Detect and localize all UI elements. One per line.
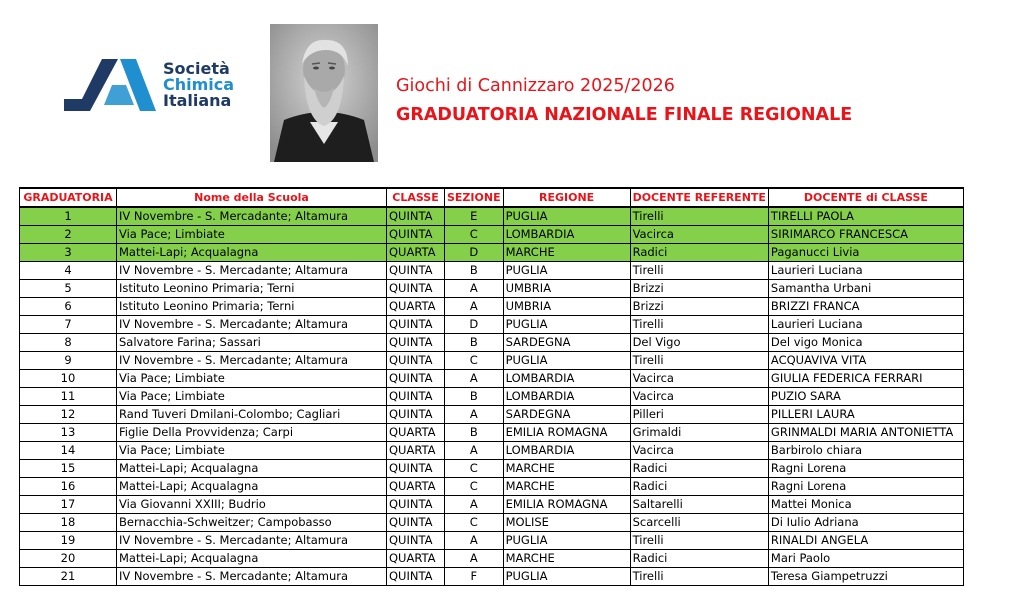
cell-rank: 4	[20, 262, 117, 280]
cell-region: MARCHE	[503, 244, 630, 262]
cell-ref-teacher: Tirelli	[630, 262, 768, 280]
cell-rank: 7	[20, 316, 117, 334]
cell-section: A	[445, 550, 504, 568]
table-row	[20, 550, 964, 568]
cell-class-teacher: Ragni Lorena	[768, 460, 963, 478]
cell-rank: 12	[20, 406, 117, 424]
cell-rank: 17	[20, 496, 117, 514]
table-row	[20, 334, 964, 352]
cell-class: QUARTA	[387, 298, 445, 316]
cell-ref-teacher: Scarcelli	[630, 514, 768, 532]
cell-region: SARDEGNA	[503, 406, 630, 424]
cell-rank: 2	[20, 226, 117, 244]
cell-class-teacher: Mattei Monica	[768, 496, 963, 514]
cell-class: QUINTA	[387, 316, 445, 334]
cell-school: Bernacchia-Schweitzer; Campobasso	[117, 514, 387, 532]
cell-school: Via Pace; Limbiate	[117, 442, 387, 460]
cell-class-teacher: Teresa Giampetruzzi	[768, 568, 963, 586]
table-header-row	[20, 188, 964, 207]
cell-class: QUINTA	[387, 262, 445, 280]
cell-class-teacher: Laurieri Luciana	[768, 262, 963, 280]
cell-class-teacher: BRIZZI FRANCA	[768, 298, 963, 316]
cell-region: MARCHE	[503, 550, 630, 568]
cell-ref-teacher: Tirelli	[630, 207, 768, 226]
cell-region: PUGLIA	[503, 532, 630, 550]
cell-ref-teacher: Pilleri	[630, 406, 768, 424]
cell-rank: 20	[20, 550, 117, 568]
sci-logo	[60, 55, 240, 117]
cell-class: QUINTA	[387, 532, 445, 550]
cell-ref-teacher: Vacirca	[630, 442, 768, 460]
cell-class-teacher: GRINMALDI MARIA ANTONIETTA	[768, 424, 963, 442]
cell-ref-teacher: Radici	[630, 478, 768, 496]
sci-logo-mark-icon	[60, 55, 160, 117]
cell-section: B	[445, 424, 504, 442]
table-row	[20, 496, 964, 514]
cell-ref-teacher: Vacirca	[630, 388, 768, 406]
cell-class-teacher: Laurieri Luciana	[768, 316, 963, 334]
cell-region: LOMBARDIA	[503, 442, 630, 460]
cell-region: EMILIA ROMAGNA	[503, 496, 630, 514]
cell-class: QUINTA	[387, 496, 445, 514]
logo-line-2: Chimica	[163, 75, 235, 94]
cell-school: Salvatore Farina; Sassari	[117, 334, 387, 352]
cell-school: Mattei-Lapi; Acqualagna	[117, 550, 387, 568]
table-row	[20, 568, 964, 586]
cell-rank: 19	[20, 532, 117, 550]
cell-class: QUINTA	[387, 460, 445, 478]
cell-school: Via Giovanni XXIII; Budrio	[117, 496, 387, 514]
table-row	[20, 244, 964, 262]
cell-class-teacher: Samantha Urbani	[768, 280, 963, 298]
cell-ref-teacher: Tirelli	[630, 532, 768, 550]
cell-section: B	[445, 334, 504, 352]
cell-class-teacher: GIULIA FEDERICA FERRARI	[768, 370, 963, 388]
cell-region: MARCHE	[503, 478, 630, 496]
cell-class: QUARTA	[387, 478, 445, 496]
cell-section: A	[445, 406, 504, 424]
cell-class: QUINTA	[387, 334, 445, 352]
table-row	[20, 514, 964, 532]
cell-section: A	[445, 442, 504, 460]
cell-ref-teacher: Radici	[630, 550, 768, 568]
cell-section: B	[445, 262, 504, 280]
cell-class: QUINTA	[387, 406, 445, 424]
header-scuola: Nome della Scuola	[117, 188, 387, 207]
page-title: Giochi di Cannizzaro 2025/2026	[396, 76, 675, 96]
cell-region: MOLISE	[503, 514, 630, 532]
cell-section: C	[445, 514, 504, 532]
cell-section: C	[445, 460, 504, 478]
cell-rank: 21	[20, 568, 117, 586]
cell-class-teacher: Di Iulio Adriana	[768, 514, 963, 532]
cell-school: Istituto Leonino Primaria; Terni	[117, 280, 387, 298]
cell-rank: 15	[20, 460, 117, 478]
cell-school: Mattei-Lapi; Acqualagna	[117, 244, 387, 262]
cell-ref-teacher: Brizzi	[630, 280, 768, 298]
table-row	[20, 352, 964, 370]
cell-region: PUGLIA	[503, 568, 630, 586]
cell-class-teacher: TIRELLI PAOLA	[768, 207, 963, 226]
cell-section: C	[445, 478, 504, 496]
table-body	[20, 207, 964, 586]
table-row	[20, 532, 964, 550]
cell-rank: 10	[20, 370, 117, 388]
cell-school: IV Novembre - S. Mercadante; Altamura	[117, 316, 387, 334]
cell-section: E	[445, 207, 504, 226]
cell-ref-teacher: Radici	[630, 244, 768, 262]
cell-rank: 16	[20, 478, 117, 496]
cell-region: LOMBARDIA	[503, 226, 630, 244]
cell-region: UMBRIA	[503, 298, 630, 316]
cell-class: QUARTA	[387, 424, 445, 442]
cell-region: PUGLIA	[503, 352, 630, 370]
ranking-table	[19, 187, 964, 586]
cell-region: LOMBARDIA	[503, 388, 630, 406]
cell-class-teacher: Ragni Lorena	[768, 478, 963, 496]
cell-class: QUINTA	[387, 388, 445, 406]
cell-section: A	[445, 370, 504, 388]
table-row	[20, 207, 964, 226]
table-row	[20, 478, 964, 496]
table-row	[20, 298, 964, 316]
cell-class: QUINTA	[387, 568, 445, 586]
cell-region: MARCHE	[503, 460, 630, 478]
cell-class: QUINTA	[387, 280, 445, 298]
header-docente-referente: DOCENTE REFERENTE	[630, 188, 768, 207]
cell-ref-teacher: Tirelli	[630, 316, 768, 334]
cell-ref-teacher: Brizzi	[630, 298, 768, 316]
cell-school: IV Novembre - S. Mercadante; Altamura	[117, 352, 387, 370]
cell-region: SARDEGNA	[503, 334, 630, 352]
cell-school: IV Novembre - S. Mercadante; Altamura	[117, 262, 387, 280]
table-row	[20, 442, 964, 460]
cell-section: A	[445, 532, 504, 550]
cell-school: Via Pace; Limbiate	[117, 370, 387, 388]
cell-school: Via Pace; Limbiate	[117, 388, 387, 406]
cell-section: F	[445, 568, 504, 586]
cell-ref-teacher: Tirelli	[630, 568, 768, 586]
cell-rank: 18	[20, 514, 117, 532]
cell-section: A	[445, 298, 504, 316]
cell-region: PUGLIA	[503, 262, 630, 280]
table-row	[20, 460, 964, 478]
table-row	[20, 226, 964, 244]
cell-school: Via Pace; Limbiate	[117, 226, 387, 244]
cell-rank: 9	[20, 352, 117, 370]
cell-class-teacher: ACQUAVIVA VITA	[768, 352, 963, 370]
cell-section: C	[445, 352, 504, 370]
cell-rank: 6	[20, 298, 117, 316]
logo-line-1: Società	[163, 59, 230, 78]
cell-class: QUINTA	[387, 370, 445, 388]
header-classe: CLASSE	[387, 188, 445, 207]
cell-ref-teacher: Grimaldi	[630, 424, 768, 442]
cell-region: EMILIA ROMAGNA	[503, 424, 630, 442]
table-row	[20, 370, 964, 388]
cell-school: Mattei-Lapi; Acqualagna	[117, 478, 387, 496]
cell-rank: 1	[20, 207, 117, 226]
table-row	[20, 280, 964, 298]
header-sezione: SEZIONE	[445, 188, 504, 207]
table-row	[20, 406, 964, 424]
cell-rank: 8	[20, 334, 117, 352]
cell-section: A	[445, 280, 504, 298]
cell-school: Mattei-Lapi; Acqualagna	[117, 460, 387, 478]
logo-line-3: Italiana	[163, 91, 232, 110]
page-subtitle: GRADUATORIA NAZIONALE FINALE REGIONALE	[396, 105, 853, 125]
cell-class-teacher: Del vigo Monica	[768, 334, 963, 352]
cell-section: D	[445, 316, 504, 334]
cell-ref-teacher: Radici	[630, 460, 768, 478]
cell-school: Rand Tuveri Dmilani-Colombo; Cagliari	[117, 406, 387, 424]
cell-class: QUINTA	[387, 207, 445, 226]
cell-school: IV Novembre - S. Mercadante; Altamura	[117, 207, 387, 226]
cell-class: QUINTA	[387, 514, 445, 532]
cell-class-teacher: Mari Paolo	[768, 550, 963, 568]
cell-ref-teacher: Tirelli	[630, 352, 768, 370]
cell-ref-teacher: Saltarelli	[630, 496, 768, 514]
sci-logo-text	[163, 61, 234, 109]
portrait-photo	[270, 24, 378, 162]
cell-class-teacher: RINALDI ANGELA	[768, 532, 963, 550]
header-docente-classe: DOCENTE di CLASSE	[768, 188, 963, 207]
cell-ref-teacher: Vacirca	[630, 226, 768, 244]
cell-section: C	[445, 226, 504, 244]
cell-school: Figlie Della Provvidenza; Carpi	[117, 424, 387, 442]
header-regione: REGIONE	[503, 188, 630, 207]
cell-section: B	[445, 388, 504, 406]
cell-region: UMBRIA	[503, 280, 630, 298]
cell-section: D	[445, 244, 504, 262]
table-row	[20, 388, 964, 406]
cell-ref-teacher: Vacirca	[630, 370, 768, 388]
table-row	[20, 424, 964, 442]
cell-class: QUINTA	[387, 352, 445, 370]
cell-class: QUARTA	[387, 244, 445, 262]
cell-class: QUINTA	[387, 226, 445, 244]
cell-region: PUGLIA	[503, 316, 630, 334]
cell-class-teacher: Paganucci Livia	[768, 244, 963, 262]
table-row	[20, 262, 964, 280]
cell-region: LOMBARDIA	[503, 370, 630, 388]
table-row	[20, 316, 964, 334]
cell-rank: 5	[20, 280, 117, 298]
cell-ref-teacher: Del Vigo	[630, 334, 768, 352]
cell-class-teacher: SIRIMARCO FRANCESCA	[768, 226, 963, 244]
cell-region: PUGLIA	[503, 207, 630, 226]
cell-class-teacher: Barbirolo chiara	[768, 442, 963, 460]
cell-school: Istituto Leonino Primaria; Terni	[117, 298, 387, 316]
cell-class-teacher: PILLERI LAURA	[768, 406, 963, 424]
cell-class: QUARTA	[387, 442, 445, 460]
cell-class: QUARTA	[387, 550, 445, 568]
cell-school: IV Novembre - S. Mercadante; Altamura	[117, 568, 387, 586]
cell-rank: 14	[20, 442, 117, 460]
header-graduatoria: GRADUATORIA	[20, 188, 117, 207]
cell-rank: 13	[20, 424, 117, 442]
cell-section: A	[445, 496, 504, 514]
cell-rank: 11	[20, 388, 117, 406]
cell-class-teacher: PUZIO SARA	[768, 388, 963, 406]
cell-rank: 3	[20, 244, 117, 262]
cell-school: IV Novembre - S. Mercadante; Altamura	[117, 532, 387, 550]
